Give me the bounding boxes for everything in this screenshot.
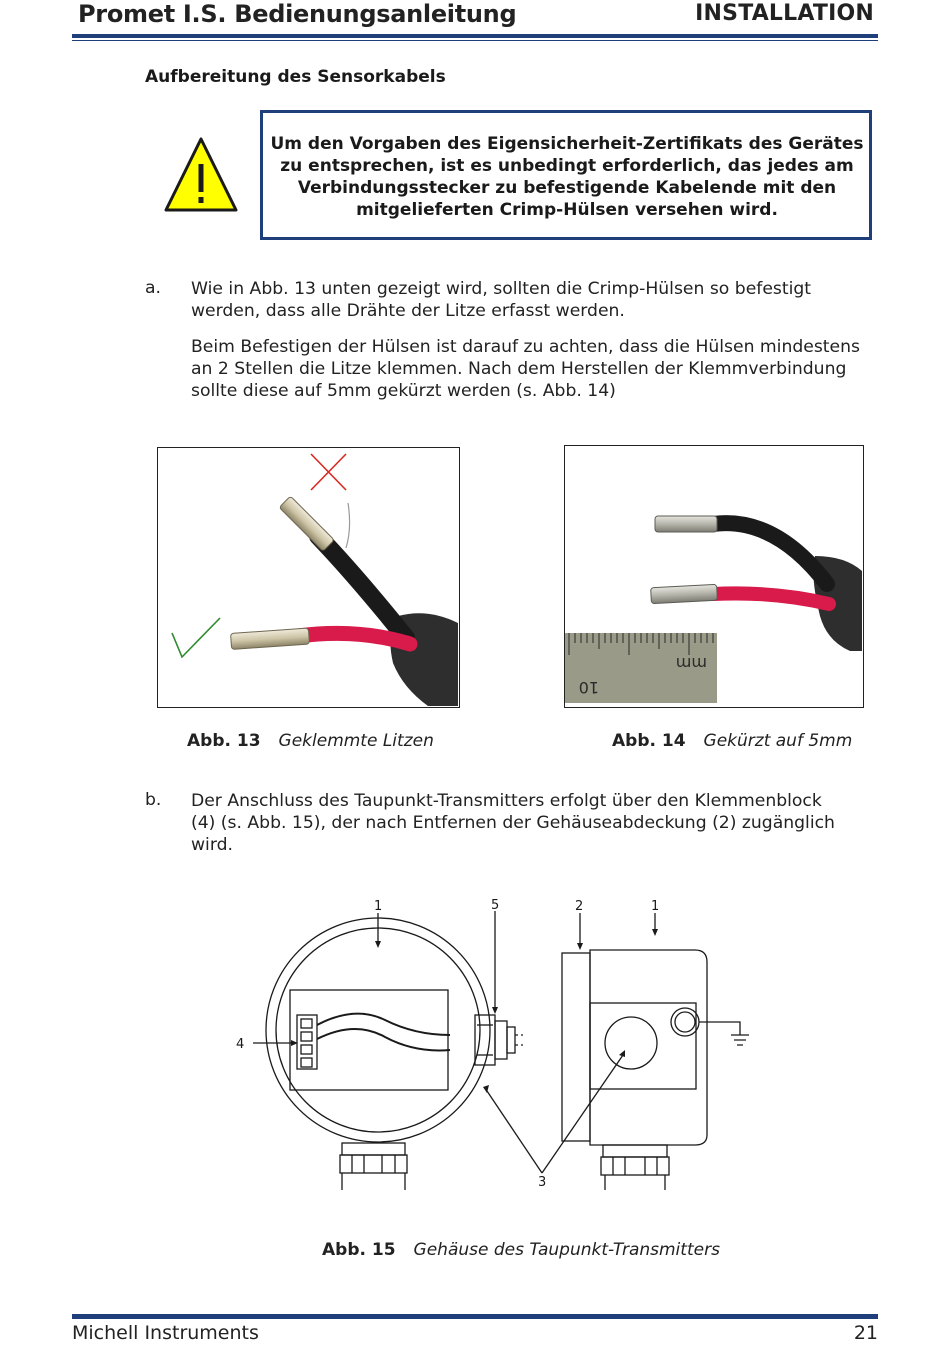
figure-13-image xyxy=(157,447,460,708)
figure-13-caption xyxy=(187,731,434,751)
list-marker-a: a. xyxy=(145,278,161,298)
figure-15-caption xyxy=(322,1240,720,1260)
ruler-number: 10 xyxy=(578,678,599,697)
figure-14-caption xyxy=(612,731,852,751)
warning-line: mitgelieferten Crimp-Hülsen versehen wird. xyxy=(356,200,778,220)
item-a-paragraph-2 xyxy=(191,336,860,402)
footer-rule xyxy=(72,1314,878,1319)
text-line: Der Anschluss des Taupunkt-Transmitters erfolgt über den Klemmenblock xyxy=(191,791,822,811)
figure-13-title: Geklemmte Litzen xyxy=(278,731,434,751)
figure-15-drawing xyxy=(225,895,765,1195)
figure-14-title: Gekürzt auf 5mm xyxy=(703,731,853,751)
text-line: an 2 Stellen die Litze klemmen. Nach dem Herstellen der Klemmverbindung xyxy=(191,359,847,379)
warning-text xyxy=(262,133,872,221)
item-b-paragraph xyxy=(191,790,835,856)
footer-company: Michell Instruments xyxy=(72,1322,259,1344)
callout-4: 4 xyxy=(236,1037,245,1052)
figure-14-label: Abb. 14 xyxy=(612,731,686,751)
section-name: INSTALLATION xyxy=(695,1,874,26)
header-rule xyxy=(72,34,878,38)
item-a-paragraph-1 xyxy=(191,278,811,322)
document-title: Promet I.S. Bedienungsanleitung xyxy=(78,0,517,28)
figure-15-label: Abb. 15 xyxy=(322,1240,396,1260)
callout-2: 2 xyxy=(575,899,584,914)
warning-triangle-icon xyxy=(163,136,239,213)
warning-line: Verbindungsstecker zu befestigende Kabelende mit den xyxy=(297,178,837,198)
text-line: werden, dass alle Drähte der Litze erfasst werden. xyxy=(191,301,625,321)
figure-14-image xyxy=(564,445,864,708)
text-line: wird. xyxy=(191,835,233,855)
text-line: Wie in Abb. 13 unten gezeigt wird, sollten die Crimp-Hülsen so befestigt xyxy=(191,279,812,299)
text-line: (4) (s. Abb. 15), der nach Entfernen der Gehäuseabdeckung (2) zugänglich xyxy=(191,813,835,833)
text-line: Beim Befestigen der Hülsen ist darauf zu achten, dass die Hülsen mindestens xyxy=(191,337,860,357)
section-title: Aufbereitung des Sensorkabels xyxy=(145,67,446,87)
figure-15-title: Gehäuse des Taupunkt-Transmitters xyxy=(413,1240,720,1260)
callout-3: 3 xyxy=(538,1175,547,1190)
callout-1-left: 1 xyxy=(374,899,383,914)
figure-13-label: Abb. 13 xyxy=(187,731,261,751)
callout-5: 5 xyxy=(491,898,500,913)
page-number: 21 xyxy=(853,1322,878,1344)
header-rule-thin xyxy=(72,40,878,41)
text-line: sollte diese auf 5mm gekürzt werden (s. Abb. 14) xyxy=(191,381,616,401)
callout-1-right: 1 xyxy=(651,899,660,914)
warning-line: zu entsprechen, ist es unbedingt erforderlich, das jedes am xyxy=(280,156,854,176)
ruler-unit: mm xyxy=(675,654,707,673)
list-marker-b: b. xyxy=(145,790,162,810)
warning-line: Um den Vorgaben des Eigensicherheit-Zertifikats des Gerätes xyxy=(270,134,864,154)
